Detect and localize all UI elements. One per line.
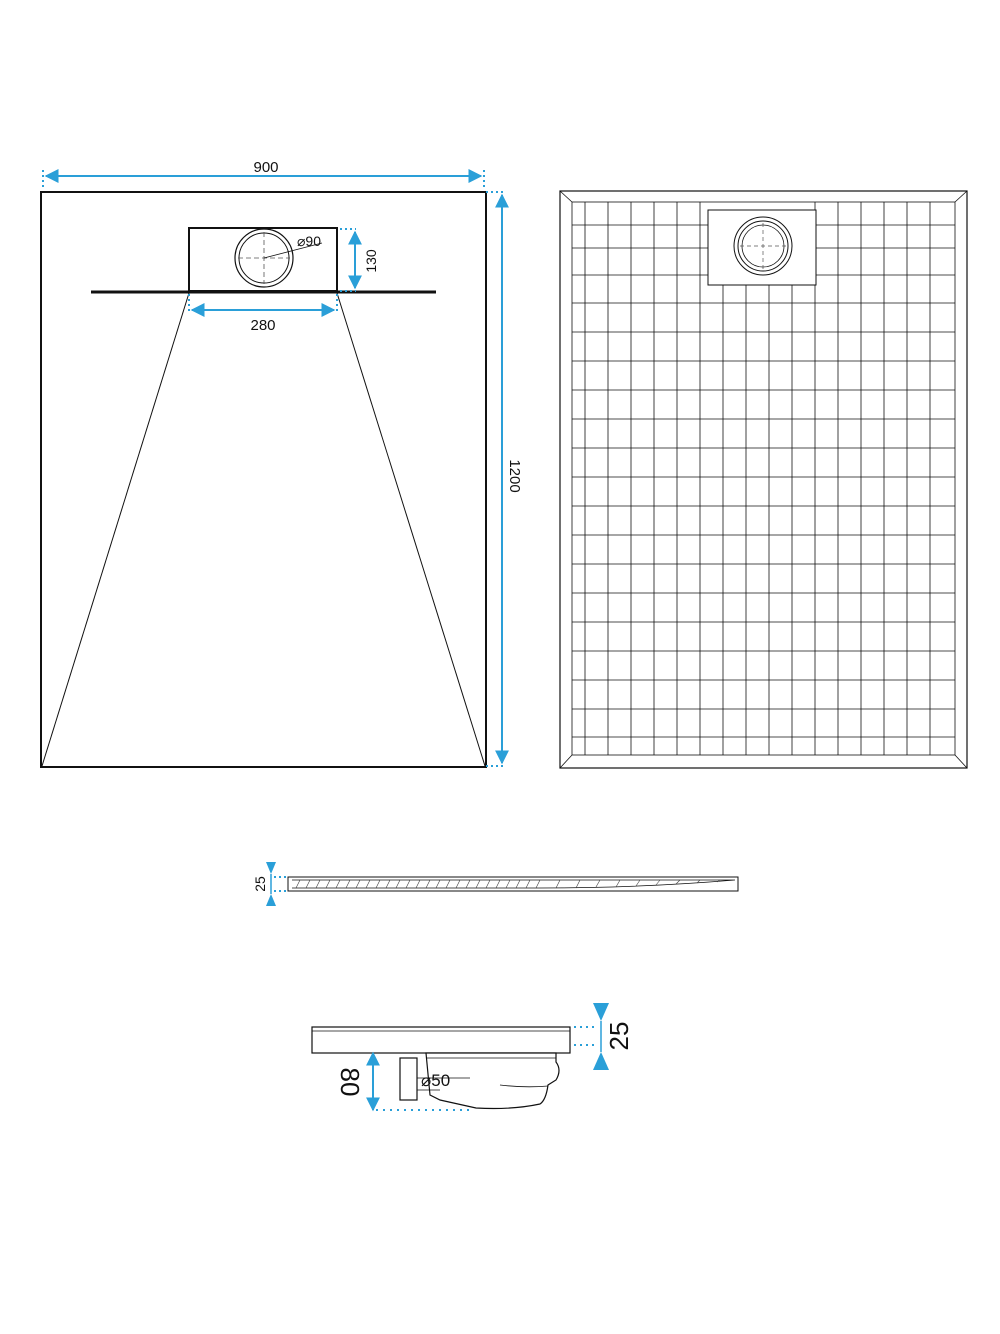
- side-thickness-dimension: [266, 862, 288, 906]
- top-view-grid: [560, 191, 967, 768]
- section-thickness-label: 25: [604, 1021, 634, 1051]
- pipe-outlet: [400, 1058, 417, 1100]
- tray-outline: [41, 192, 486, 767]
- side-thickness-label: 25: [252, 876, 268, 892]
- height-label: 1200: [506, 459, 523, 493]
- drain-width-label: 280: [250, 317, 276, 334]
- slope-line-right: [337, 293, 485, 766]
- drain-depth-dimension: [340, 229, 356, 291]
- drain-depth-label: 130: [363, 249, 379, 273]
- side-view: [252, 862, 738, 906]
- height-dimension: [486, 192, 506, 766]
- top-view-dimensioned: [41, 159, 523, 767]
- grid-outlet-circle: [734, 217, 792, 275]
- width-label: 900: [253, 159, 279, 176]
- side-profile: [288, 877, 738, 891]
- section-view: [312, 1003, 634, 1110]
- outlet-diameter-label: ⌀90: [297, 233, 322, 249]
- drain-width-dimension: [189, 294, 337, 312]
- drain-height-label: 80: [335, 1067, 365, 1097]
- slope-line-left: [42, 293, 189, 766]
- pipe-diameter-label: ⌀50: [421, 1071, 451, 1090]
